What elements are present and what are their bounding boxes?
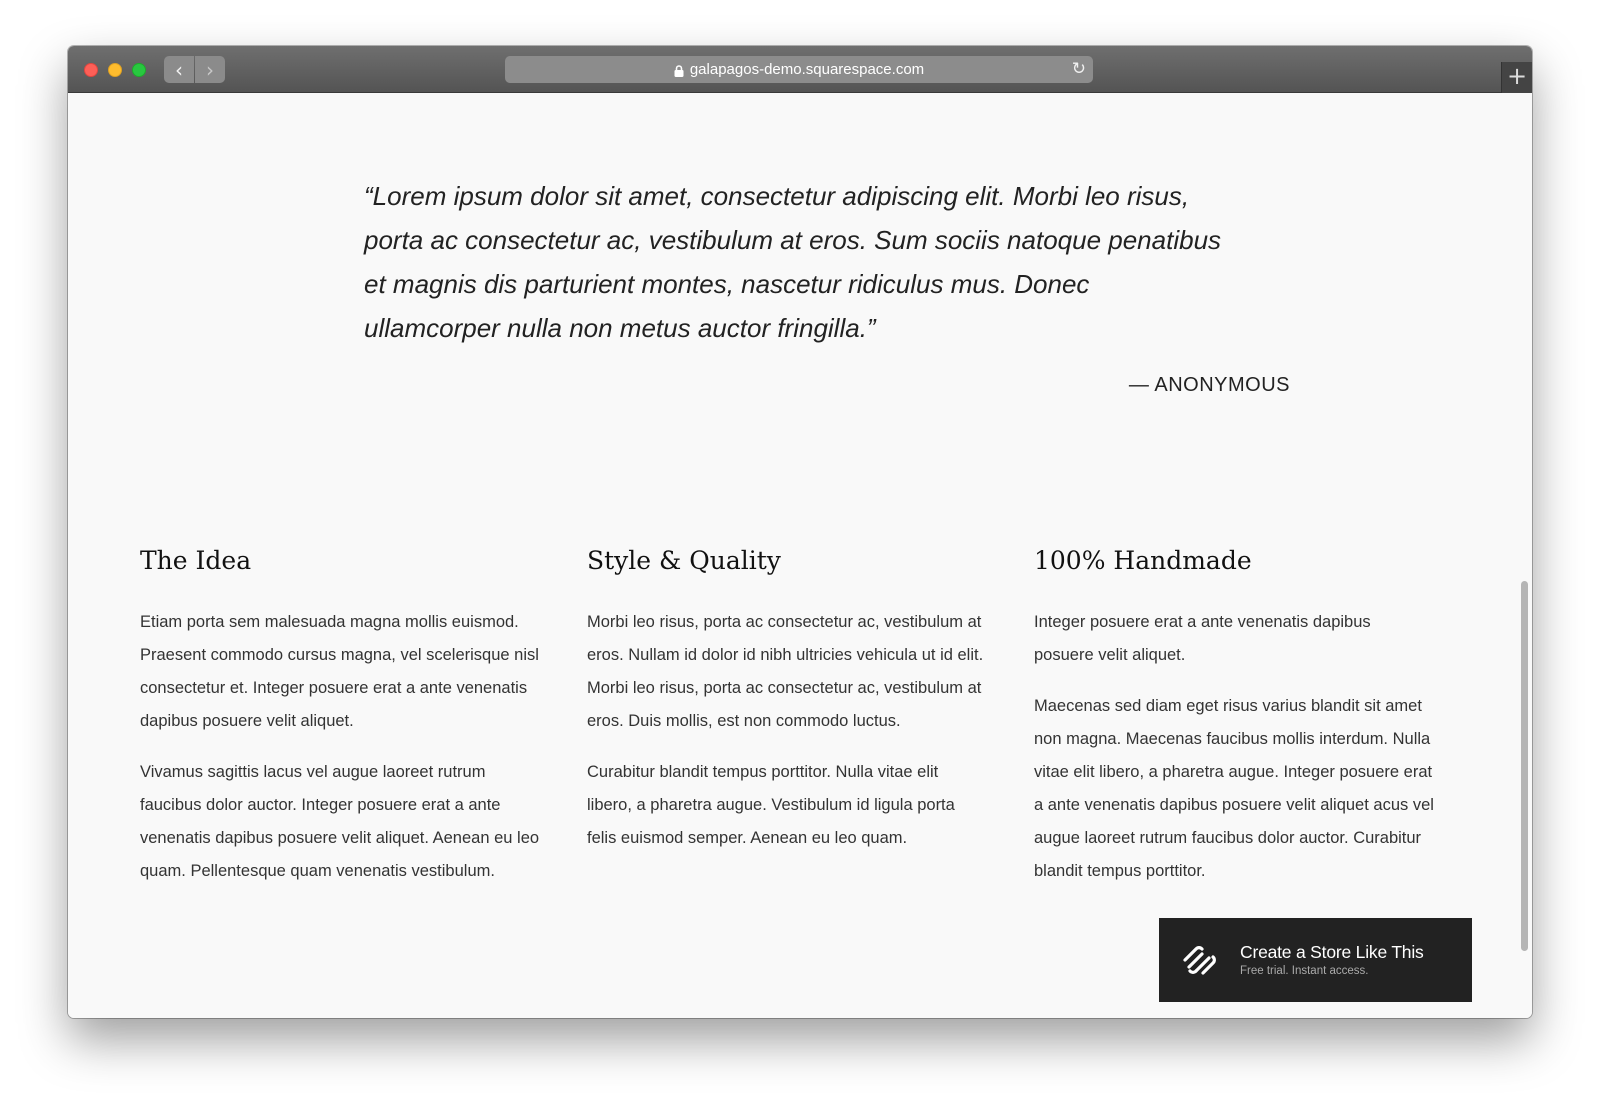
column-the-idea <box>140 544 540 906</box>
column-paragraph: Maecenas sed diam eget risus varius blandit sit amet non magna. Maecenas faucibus mollis interdum. Nulla vitae elit libero, a pharetra augue. Integer posuere erat a ante venenatis dapibus posuere velit aliquet acus vel augue laoreet rutrum faucibus dolor auctor. Curabitur blandit tempus porttitor. <box>1034 697 1434 880</box>
scrollbar-thumb[interactable] <box>1521 581 1528 951</box>
column-paragraph: Curabitur blandit tempus porttitor. Nulla vitae elit libero, a pharetra augue. Vestibulum id ligula porta felis euismod semper. Aenean eu leo quam. <box>587 763 955 847</box>
column-paragraph: Vivamus sagittis lacus vel augue laoreet rutrum faucibus dolor auctor. Integer posuere erat a ante venenatis dapibus posuere velit aliquet. Aenean eu leo quam. Pellentesque quam venenatis vestibulum. <box>140 763 540 880</box>
minimize-window-button[interactable] <box>108 63 122 77</box>
column-heading: The Idea <box>140 546 252 575</box>
column-paragraph: Morbi leo risus, porta ac consectetur ac, vestibulum at eros. Nullam id dolor id nibh ultricies vehicula ut id elit. Morbi leo risus, porta ac consectetur ac, vestibulum at eros. Duis mollis, est non commodo luctus. <box>587 613 984 730</box>
chevron-right-icon: › <box>206 57 214 82</box>
scrollbar-track[interactable] <box>1518 94 1532 1018</box>
browser-titlebar <box>68 46 1532 93</box>
quote-attribution: — ANONYMOUS <box>1128 374 1290 396</box>
column-paragraph: Integer posuere erat a ante venenatis dapibus posuere velit aliquet. <box>1034 613 1371 664</box>
promo-subtitle: Free trial. Instant access. <box>1240 965 1369 977</box>
column-heading: 100% Handmade <box>1034 546 1252 575</box>
reload-icon[interactable]: ↻ <box>1071 59 1086 79</box>
chevron-left-icon: ‹ <box>175 57 183 82</box>
quote-text: “Lorem ipsum dolor sit amet, consectetur adipiscing elit. Morbi leo risus, porta ac consectetur ac, vestibulum at eros. Sum sociis natoque penatibus et magnis dis parturient montes, nascetur ridiculus mus. Donec ullamcorper nulla non metus auctor fringilla.” <box>364 181 1222 343</box>
browser-window <box>68 46 1532 1018</box>
lock-icon <box>674 65 684 77</box>
column-handmade <box>1034 544 1434 906</box>
new-tab-button[interactable] <box>1501 62 1532 93</box>
column-style-quality <box>587 544 987 873</box>
column-heading: Style & Quality <box>587 546 781 575</box>
close-window-button[interactable] <box>84 63 98 77</box>
promo-title: Create a Store Like This <box>1240 942 1424 962</box>
create-store-promo-button[interactable] <box>1159 918 1472 1002</box>
back-button[interactable] <box>164 56 194 83</box>
url-text: galapagos-demo.squarespace.com <box>689 61 925 78</box>
address-bar[interactable] <box>505 56 1093 83</box>
plus-icon: + <box>1506 62 1528 90</box>
forward-button[interactable] <box>195 56 225 83</box>
column-paragraph: Etiam porta sem malesuada magna mollis euismod. Praesent commodo cursus magna, vel scelerisque nisl consectetur et. Integer posuere erat a ante venenatis dapibus posuere velit aliquet. <box>140 613 539 730</box>
maximize-window-button[interactable] <box>132 63 146 77</box>
page-content <box>68 94 1532 1018</box>
squarespace-logo-icon <box>1181 943 1217 977</box>
